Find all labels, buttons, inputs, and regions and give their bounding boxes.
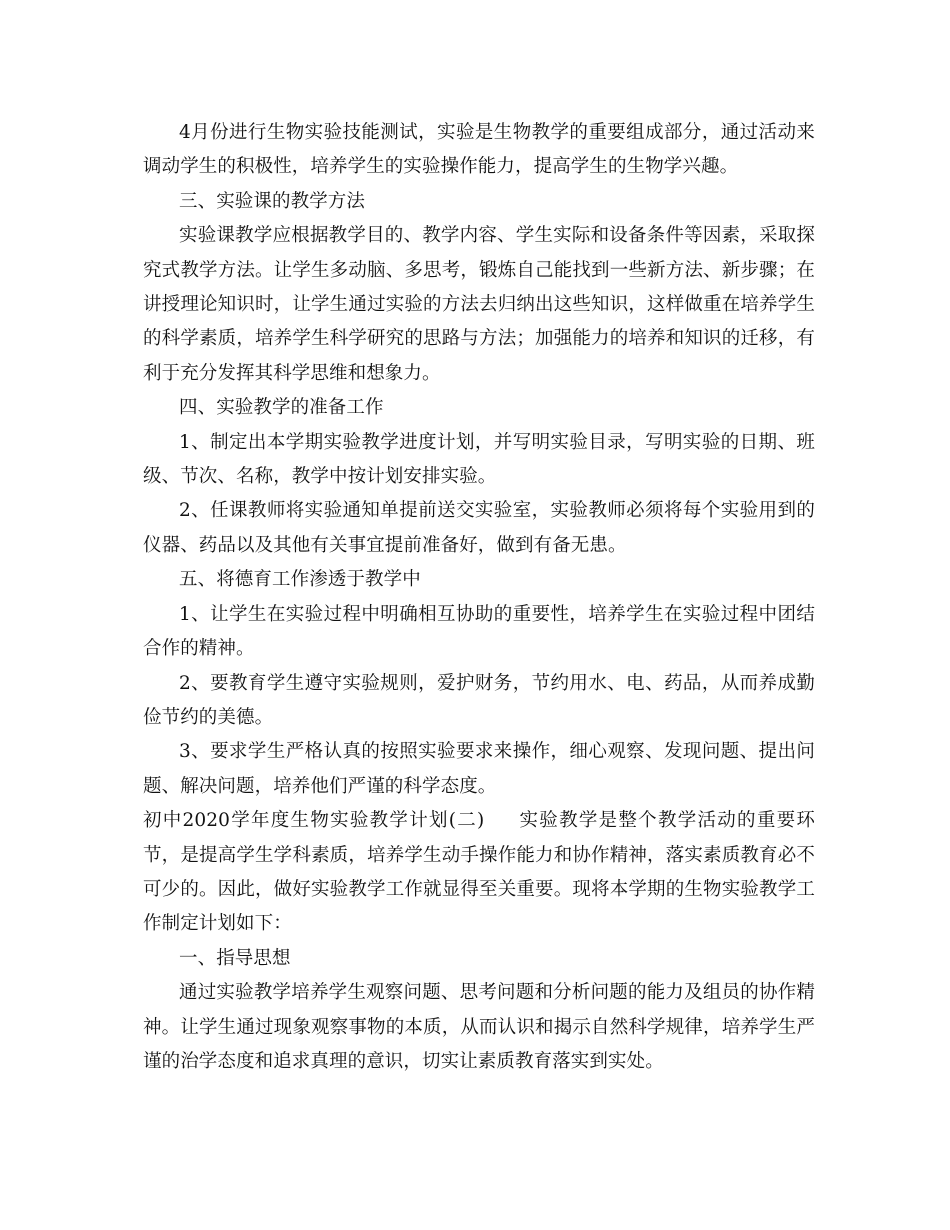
paragraph-p2: 实验课教学应根据教学目的、教学内容、学生实际和设备条件等因素，采取探究式教学方法。让学生多动脑、多思考，锻炼自己能找到一些新方法、新步骤；在讲授理论知识时，让学生通过实验的方法去归纳出这些知识，这样做重在培养学生的科学素质，培养学生科学研究的思路与方法；加强能力的培养和知识的迁移，有利于充分发挥其科学思维和想象力。: [143, 225, 815, 384]
section-heading-3: 三、实验课的教学方法: [179, 190, 366, 212]
section-intro-paragraph: [143, 804, 815, 942]
section-heading-1: 一、指导思想: [179, 947, 291, 969]
closing-paragraph: 通过实验教学培养学生观察问题、思考问题和分析问题的能力及组员的协作精神。让学生通过现象观察事物的本质，从而认识和揭示自然科学规律，培养学生严谨的治学态度和追求真理的意识，切实让素质教育落实到实处。: [143, 982, 815, 1072]
section-title: 初中2020学年度生物实验教学计划(二): [143, 810, 485, 832]
section-intro-text: 实验教学是整个教学活动的重要环节，是提高学生学科素质，培养学生动手操作能力和协作精神，落实素质教育必不可少的。因此，做好实验教学工作就显得至关重要。现将本学期的生物实验教学工作制定计划如下：: [143, 810, 815, 935]
paragraph-p4: 2、任课教师将实验通知单提前送交实验室，实验教师必须将每个实验用到的仪器、药品以及其他有关事宜提前准备好，做到有备无患。: [143, 500, 815, 556]
section-heading-4: 四、实验教学的准备工作: [179, 397, 384, 419]
paragraph-p7: 3、要求学生严格认真的按照实验要求来操作，细心观察、发现问题、提出问题、解决问题，培养他们严谨的科学态度。: [143, 741, 815, 797]
paragraph-p1: 4月份进行生物实验技能测试，实验是生物教学的重要组成部分，通过活动来调动学生的积极性，培养学生的实验操作能力，提高学生的生物学兴趣。: [143, 122, 815, 178]
paragraph-p5: 1、让学生在实验过程中明确相互协助的重要性，培养学生在实验过程中团结合作的精神。: [143, 603, 815, 660]
section-heading-5: 五、将德育工作渗透于教学中: [179, 569, 421, 591]
document-body: [143, 116, 815, 1079]
paragraph-p6: 2、要教育学生遵守实验规则，爱护财务，节约用水、电、药品，从而养成勤俭节约的美德。: [143, 672, 815, 728]
paragraph-p3: 1、制定出本学期实验教学进度计划，并写明实验目录，写明实验的日期、班级、节次、名称，教学中按计划安排实验。: [143, 431, 815, 488]
